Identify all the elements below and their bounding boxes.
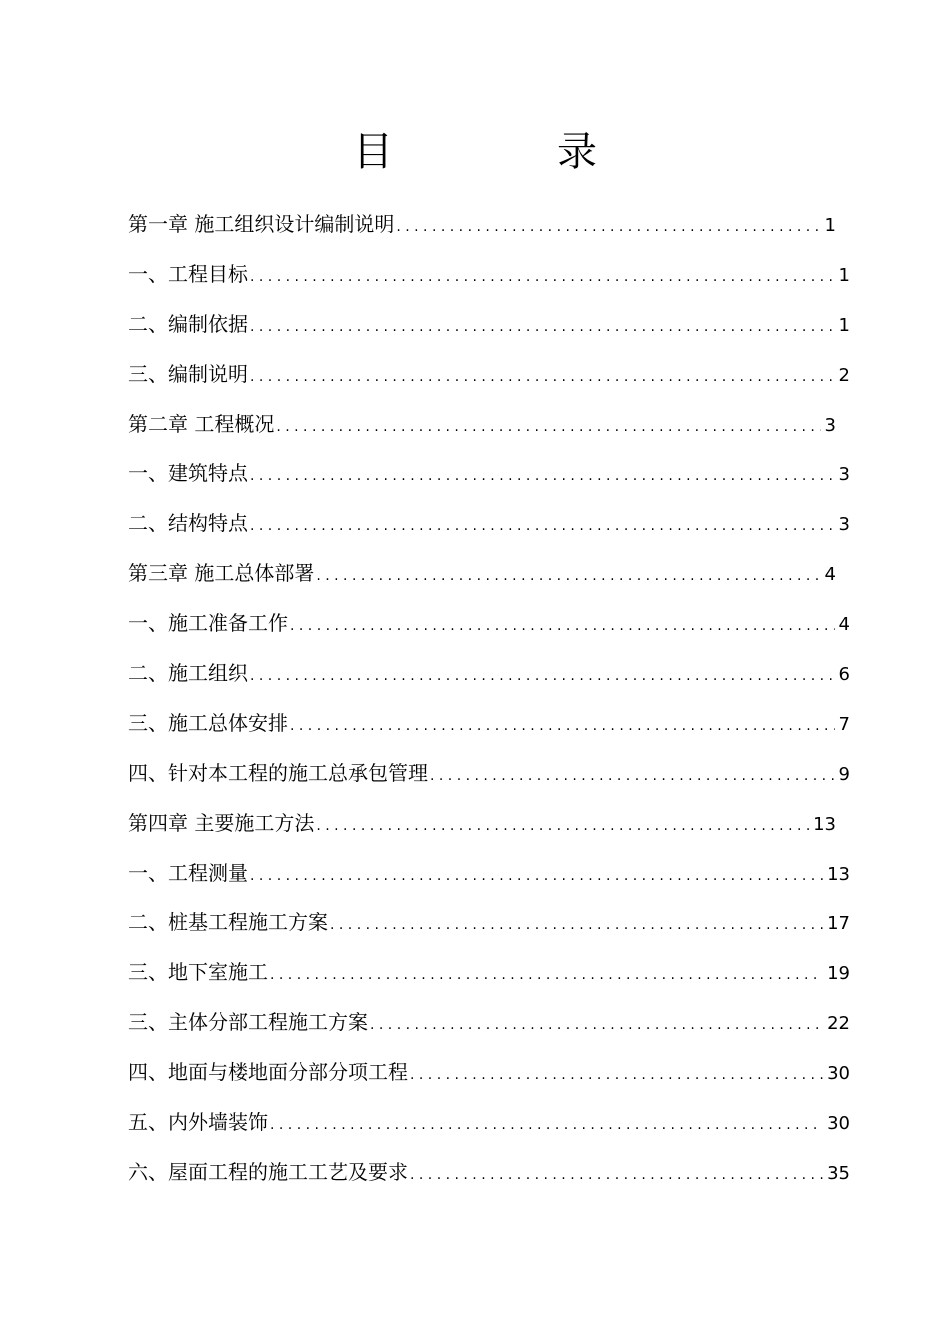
toc-section-entry[interactable] [128, 749, 850, 799]
toc-page-number: 3 [838, 464, 850, 486]
toc-section-entry[interactable] [128, 1098, 850, 1148]
toc-page-number: 1 [838, 314, 850, 336]
toc-chapter-entry[interactable] [128, 549, 850, 599]
toc-dot-leader [314, 802, 809, 852]
toc-entry-label: 五、内外墙装饰 [128, 1110, 268, 1135]
toc-page-number: 35 [827, 1162, 850, 1184]
toc-dot-leader [248, 652, 835, 702]
toc-dot-leader [274, 403, 820, 453]
toc-section-entry[interactable] [128, 699, 850, 749]
toc-dot-leader [248, 353, 835, 403]
toc-chapter-entry[interactable] [128, 200, 850, 250]
toc-dot-leader [248, 303, 835, 353]
toc-dot-leader [248, 253, 835, 303]
toc-page-number: 3 [824, 414, 836, 436]
toc-page-number: 13 [813, 813, 836, 835]
toc-entry-label: 一、建筑特点 [128, 461, 248, 486]
toc-section-entry[interactable] [128, 898, 850, 948]
toc-page-number: 17 [827, 913, 850, 935]
toc-dot-leader [268, 951, 823, 1001]
toc-entry-label: 四、针对本工程的施工总承包管理 [128, 760, 428, 785]
toc-section-entry[interactable] [128, 1148, 850, 1198]
toc-page-number: 30 [827, 1063, 850, 1085]
toc-entry-label: 三、施工总体安排 [128, 710, 288, 735]
toc-page-number: 30 [827, 1113, 850, 1135]
toc-section-entry[interactable] [128, 849, 850, 899]
toc-entry-label: 第四章 主要施工方法 [128, 810, 315, 835]
toc-page-number: 9 [838, 763, 850, 785]
toc-dot-leader [248, 452, 835, 502]
toc-dot-leader [314, 552, 820, 602]
toc-entry-label: 二、编制依据 [128, 311, 248, 336]
toc-dot-leader [288, 602, 835, 652]
toc-entry-label: 四、地面与楼地面分部分项工程 [128, 1060, 408, 1085]
toc-entry-label: 第二章 工程概况 [128, 411, 275, 436]
toc-section-entry[interactable] [128, 1048, 850, 1098]
toc-section-entry[interactable] [128, 449, 850, 499]
toc-entry-label: 三、编制说明 [128, 361, 248, 386]
toc-page-number: 2 [838, 364, 850, 386]
toc-page-number: 1 [824, 215, 836, 236]
toc-page-number: 1 [838, 264, 850, 286]
toc-page-number: 22 [827, 1013, 850, 1035]
toc-section-entry[interactable] [128, 998, 850, 1048]
toc-entry-label: 二、桩基工程施工方案 [128, 910, 328, 935]
toc-dot-leader [408, 1051, 823, 1101]
toc-dot-leader [408, 1151, 823, 1201]
table-of-contents [128, 200, 850, 1198]
toc-entry-label: 六、屋面工程的施工工艺及要求 [128, 1159, 408, 1184]
toc-dot-leader [248, 502, 835, 552]
toc-dot-leader [394, 203, 820, 253]
toc-dot-leader [428, 752, 835, 802]
toc-page-number: 3 [838, 514, 850, 536]
toc-section-entry[interactable] [128, 649, 850, 699]
toc-section-entry[interactable] [128, 948, 850, 998]
toc-dot-leader [248, 852, 823, 902]
toc-entry-label: 第三章 施工总体部署 [128, 561, 315, 586]
toc-page-number: 6 [838, 664, 850, 686]
toc-page-number: 4 [838, 614, 850, 636]
toc-entry-label: 三、主体分部工程施工方案 [128, 1010, 368, 1035]
toc-entry-label: 二、结构特点 [128, 511, 248, 536]
toc-entry-label: 第一章 施工组织设计编制说明 [128, 212, 395, 236]
toc-entry-label: 一、工程目标 [128, 261, 248, 286]
toc-chapter-entry[interactable] [128, 400, 850, 450]
toc-page-number: 4 [824, 564, 836, 586]
toc-page-number: 7 [838, 713, 850, 735]
toc-section-entry[interactable] [128, 250, 850, 300]
page-title: 目 录 [353, 129, 659, 175]
toc-entry-label: 一、施工准备工作 [128, 611, 288, 636]
toc-dot-leader [268, 1101, 823, 1151]
toc-section-entry[interactable] [128, 350, 850, 400]
toc-chapter-entry[interactable] [128, 799, 850, 849]
toc-dot-leader [288, 702, 835, 752]
toc-entry-label: 三、地下室施工 [128, 960, 268, 985]
toc-entry-label: 二、施工组织 [128, 661, 248, 686]
toc-dot-leader [368, 1001, 823, 1051]
toc-page-number: 19 [827, 963, 850, 985]
toc-page-number: 13 [827, 863, 850, 885]
toc-section-entry[interactable] [128, 300, 850, 350]
toc-section-entry[interactable] [128, 499, 850, 549]
toc-entry-label: 一、工程测量 [128, 860, 248, 885]
toc-dot-leader [328, 901, 823, 951]
toc-section-entry[interactable] [128, 599, 850, 649]
